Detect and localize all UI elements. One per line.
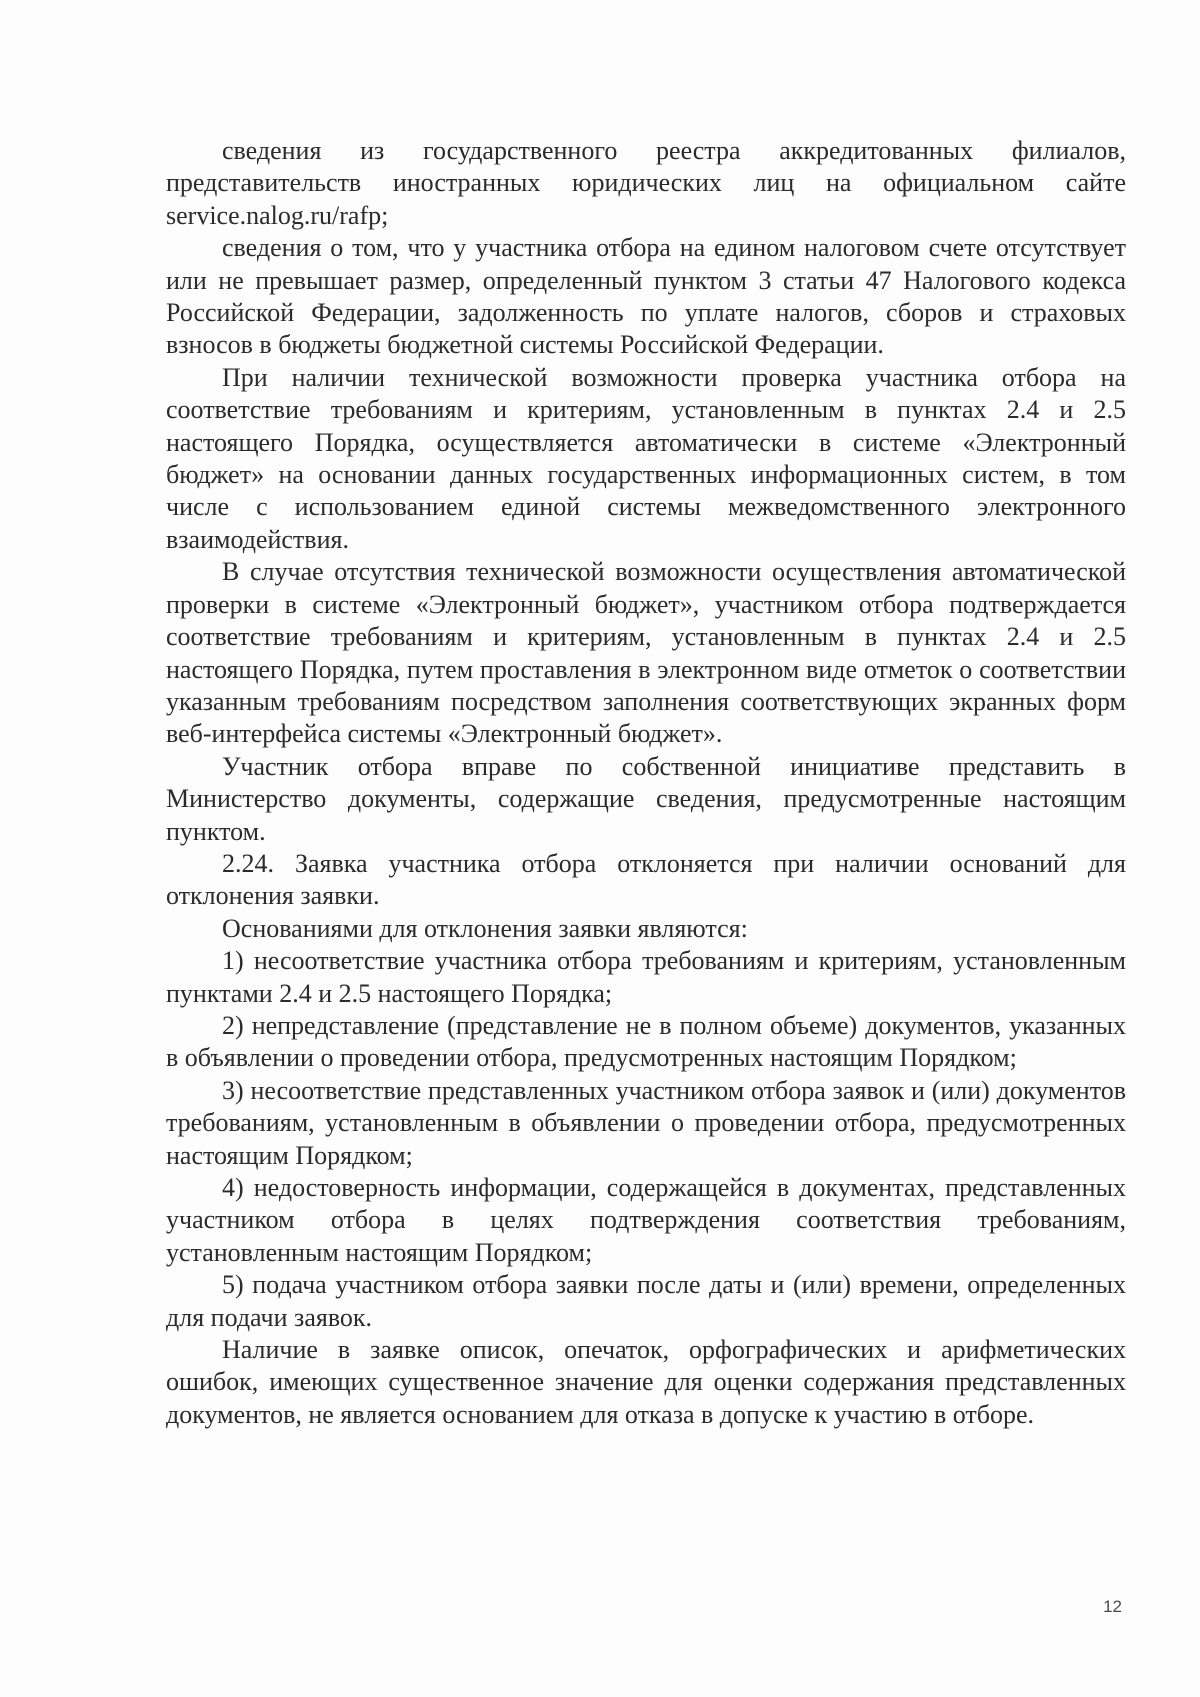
paragraph-2-24: 2.24. Заявка участника отбора отклоняется при наличии оснований для отклонения заявки. <box>166 848 1126 911</box>
paragraph-rejection-grounds-intro: Основаниями для отклонения заявки являются: <box>222 913 748 943</box>
list-item-ground-1: 1) несоответствие участника отбора требованиям и критериям, установленным пунктами 2.4 и 2.5 настоящего Порядка; <box>166 946 1126 1008</box>
paragraph-automatic-check: При наличии технической возможности проверка участника отбора на соответствие требованиям и критериям, установленным в пунктах 2.4 и 2.5 настоящего Порядка, осуществляется автоматически в системе «Электронный бюджет» на основании данных государственных информационных систем, в том числе с использованием единой системы межведомственного электронного взаимодействия. <box>166 362 1126 554</box>
list-item-ground-4: 4) недостоверность информации, содержащейся в документах, представленных участником отбора в целях подтверждения соответствия требованиям, установленным настоящим Порядком; <box>166 1173 1126 1267</box>
list-item-ground-5: 5) подача участником отбора заявки после даты и (или) времени, определенных для подачи заявок. <box>166 1270 1126 1332</box>
paragraph-rafp-registry: сведения из государственного реестра аккредитованных филиалов, представительств иностранных юридических лиц на официальном сайте service.nalog.ru/rafp; <box>166 136 1126 230</box>
paragraph-manual-confirmation: В случае отсутствия технической возможности осуществления автоматической проверки в системе «Электронный бюджет», участником отбора подтверждается соответствие требованиям и критериям, установленным в пунктах 2.4 и 2.5 настоящего Порядка, путем проставления в электронном виде отметок о соответствии указанным требованиям посредством заполнения соответствующих экранных форм веб-интерфейса системы «Электронный бюджет». <box>166 557 1126 749</box>
page-number: 12 <box>1103 1597 1122 1616</box>
list-item-ground-2: 2) непредставление (представление не в полном объеме) документов, указанных в объявлении о проведении отбора, предусмотренных настоящим Порядком; <box>166 1010 1126 1073</box>
document-body <box>166 135 1126 1431</box>
paragraph-own-initiative: Участник отбора вправе по собственной инициативе представить в Министерство документы, содержащие сведения, предусмотренные настоящим пунктом. <box>166 751 1126 846</box>
list-item-ground-3: 3) несоответствие представленных участником отбора заявок и (или) документов требованиям, установленным в объявлении о проведении отбора, предусмотренных настоящим Порядком; <box>166 1075 1126 1170</box>
paragraph-typos-not-ground: Наличие в заявке описок, опечаток, орфографических и арифметических ошибок, имеющих существенное значение для оценки содержания представленных документов, не является основанием для отказа в допуске к участию в отборе. <box>166 1335 1126 1429</box>
paragraph-tax-debt: сведения о том, что у участника отбора на едином налоговом счете отсутствует или не превышает размер, определенный пунктом 3 статьи 47 Налогового кодекса Российской Федерации, задолженность по уплате налогов, сборов и страховых взносов в бюджеты бюджетной системы Российской Федерации. <box>166 233 1126 360</box>
